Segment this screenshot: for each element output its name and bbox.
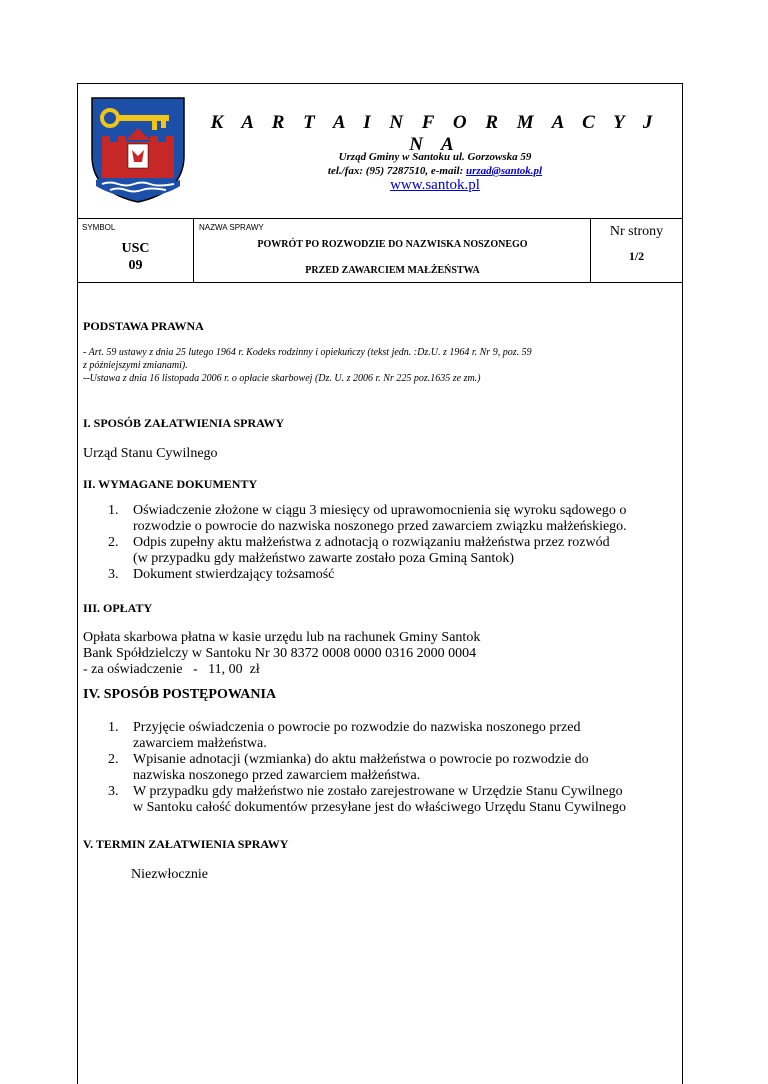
list-item: 2. Wpisanie adnotacji (wzmianka) do aktu małżeństwa o powrocie po rozwodzie do nazwiska noszonego przed zawarciem małżeństwa.	[108, 752, 589, 783]
symbol-column-divider	[193, 218, 194, 283]
office-line: Urząd Gminy w Santoku ul. Gorzowska 59	[338, 151, 532, 163]
fees-text	[83, 630, 480, 678]
section5-heading: V. TERMIN ZAŁATWIENIA SPRAWY	[83, 837, 289, 851]
contact-prefix: tel./fax: (95) 7287510, e-mail:	[327, 165, 466, 177]
procedure-list	[108, 720, 678, 816]
symbol-value	[78, 240, 193, 274]
list-item: 3. W przypadku gdy małżeństwo nie zostało zarejestrowane w Urzędzie Stanu Cywilnego w Santoku całość dokumentów przesyłane jest do właściwego Urzędu Stanu Cywilnego	[108, 784, 627, 815]
office-address	[200, 150, 670, 178]
section4-heading: IV. SPOSÓB POSTĘPOWANIA	[83, 687, 277, 702]
header-divider	[77, 218, 682, 219]
fees-line: Bank Spółdzielczy w Santoku Nr 30 8372 0008 0000 0316 2000 0004	[83, 646, 477, 661]
legal-basis-line: z późniejszymi zmianami).	[83, 360, 188, 371]
section3-heading: III. OPŁATY	[83, 601, 153, 615]
list-item: 1. Oświadczenie złożone w ciągu 3 miesięcy od uprawomocnienia się wyroku sądowego o rozwodzie o powrocie do nazwiska noszonego przed zawarciem związku małżeńskiego.	[108, 503, 627, 534]
list-item: 1. Przyjęcie oświadczenia o powrocie po rozwodzie do nazwiska noszonego przed zawarciem małżeństwa.	[108, 720, 581, 751]
section5-text: Niezwłocznie	[131, 867, 208, 882]
email-link[interactable]: urzad@santok.pl	[466, 165, 543, 177]
info-row-divider	[77, 282, 682, 283]
section1-text: Urząd Stanu Cywilnego	[83, 446, 218, 461]
case-name-line2: PRZED ZAWARCIEM MAŁŻEŃSTWA	[305, 265, 480, 276]
case-label: NAZWA SPRAWY	[199, 223, 264, 232]
symbol-line1: USC	[121, 241, 150, 256]
legal-basis-text	[83, 346, 673, 385]
document-title: K A R T A I N F O R M A C Y J N A	[210, 112, 660, 155]
list-item: 2. Odpis zupełny aktu małżeństwa z adnotacją o rozwiązaniu małżeństwa przez rozwód (w przypadku gdy małżeństwo zawarte zostało poza Gminą Santok)	[108, 535, 610, 566]
page-number-value: 1/2	[628, 249, 645, 263]
legal-basis-heading: PODSTAWA PRAWNA	[83, 319, 204, 333]
section1-heading: I. SPOSÓB ZAŁATWIENIA SPRAWY	[83, 416, 285, 430]
fees-line: - za oświadczenie - 11, 00 zł	[83, 662, 260, 677]
legal-basis-line: --Ustawa z dnia 16 listopada 2006 r. o opłacie skarbowej (Dz. U. z 2006 r. Nr 225 poz.1635 ze zm.)	[83, 373, 481, 384]
website-link[interactable]: www.santok.pl	[390, 177, 480, 193]
santok-coat-of-arms-icon	[88, 94, 188, 204]
page-column-divider	[590, 218, 591, 283]
contact-line	[200, 164, 670, 178]
symbol-label: SYMBOL	[82, 223, 116, 232]
list-item: 3. Dokument stwierdzający tożsamość	[108, 567, 335, 582]
case-name-line1: POWRÓT PO ROZWODZIE DO NAZWISKA NOSZONEGO	[257, 239, 528, 250]
section2-heading: II. WYMAGANE DOKUMENTY	[83, 477, 258, 491]
symbol-line2: 09	[128, 258, 143, 273]
page-number-label: Nr strony	[609, 224, 664, 239]
documents-list	[108, 503, 678, 583]
fees-line: Opłata skarbowa płatna w kasie urzędu lub na rachunek Gminy Santok	[83, 630, 481, 645]
legal-basis-line: - Art. 59 ustawy z dnia 25 lutego 1964 r. Kodeks rodzinny i opiekuńczy (tekst jedn. :Dz.U. z 1964 r. Nr 9, poz. 59	[83, 347, 532, 358]
